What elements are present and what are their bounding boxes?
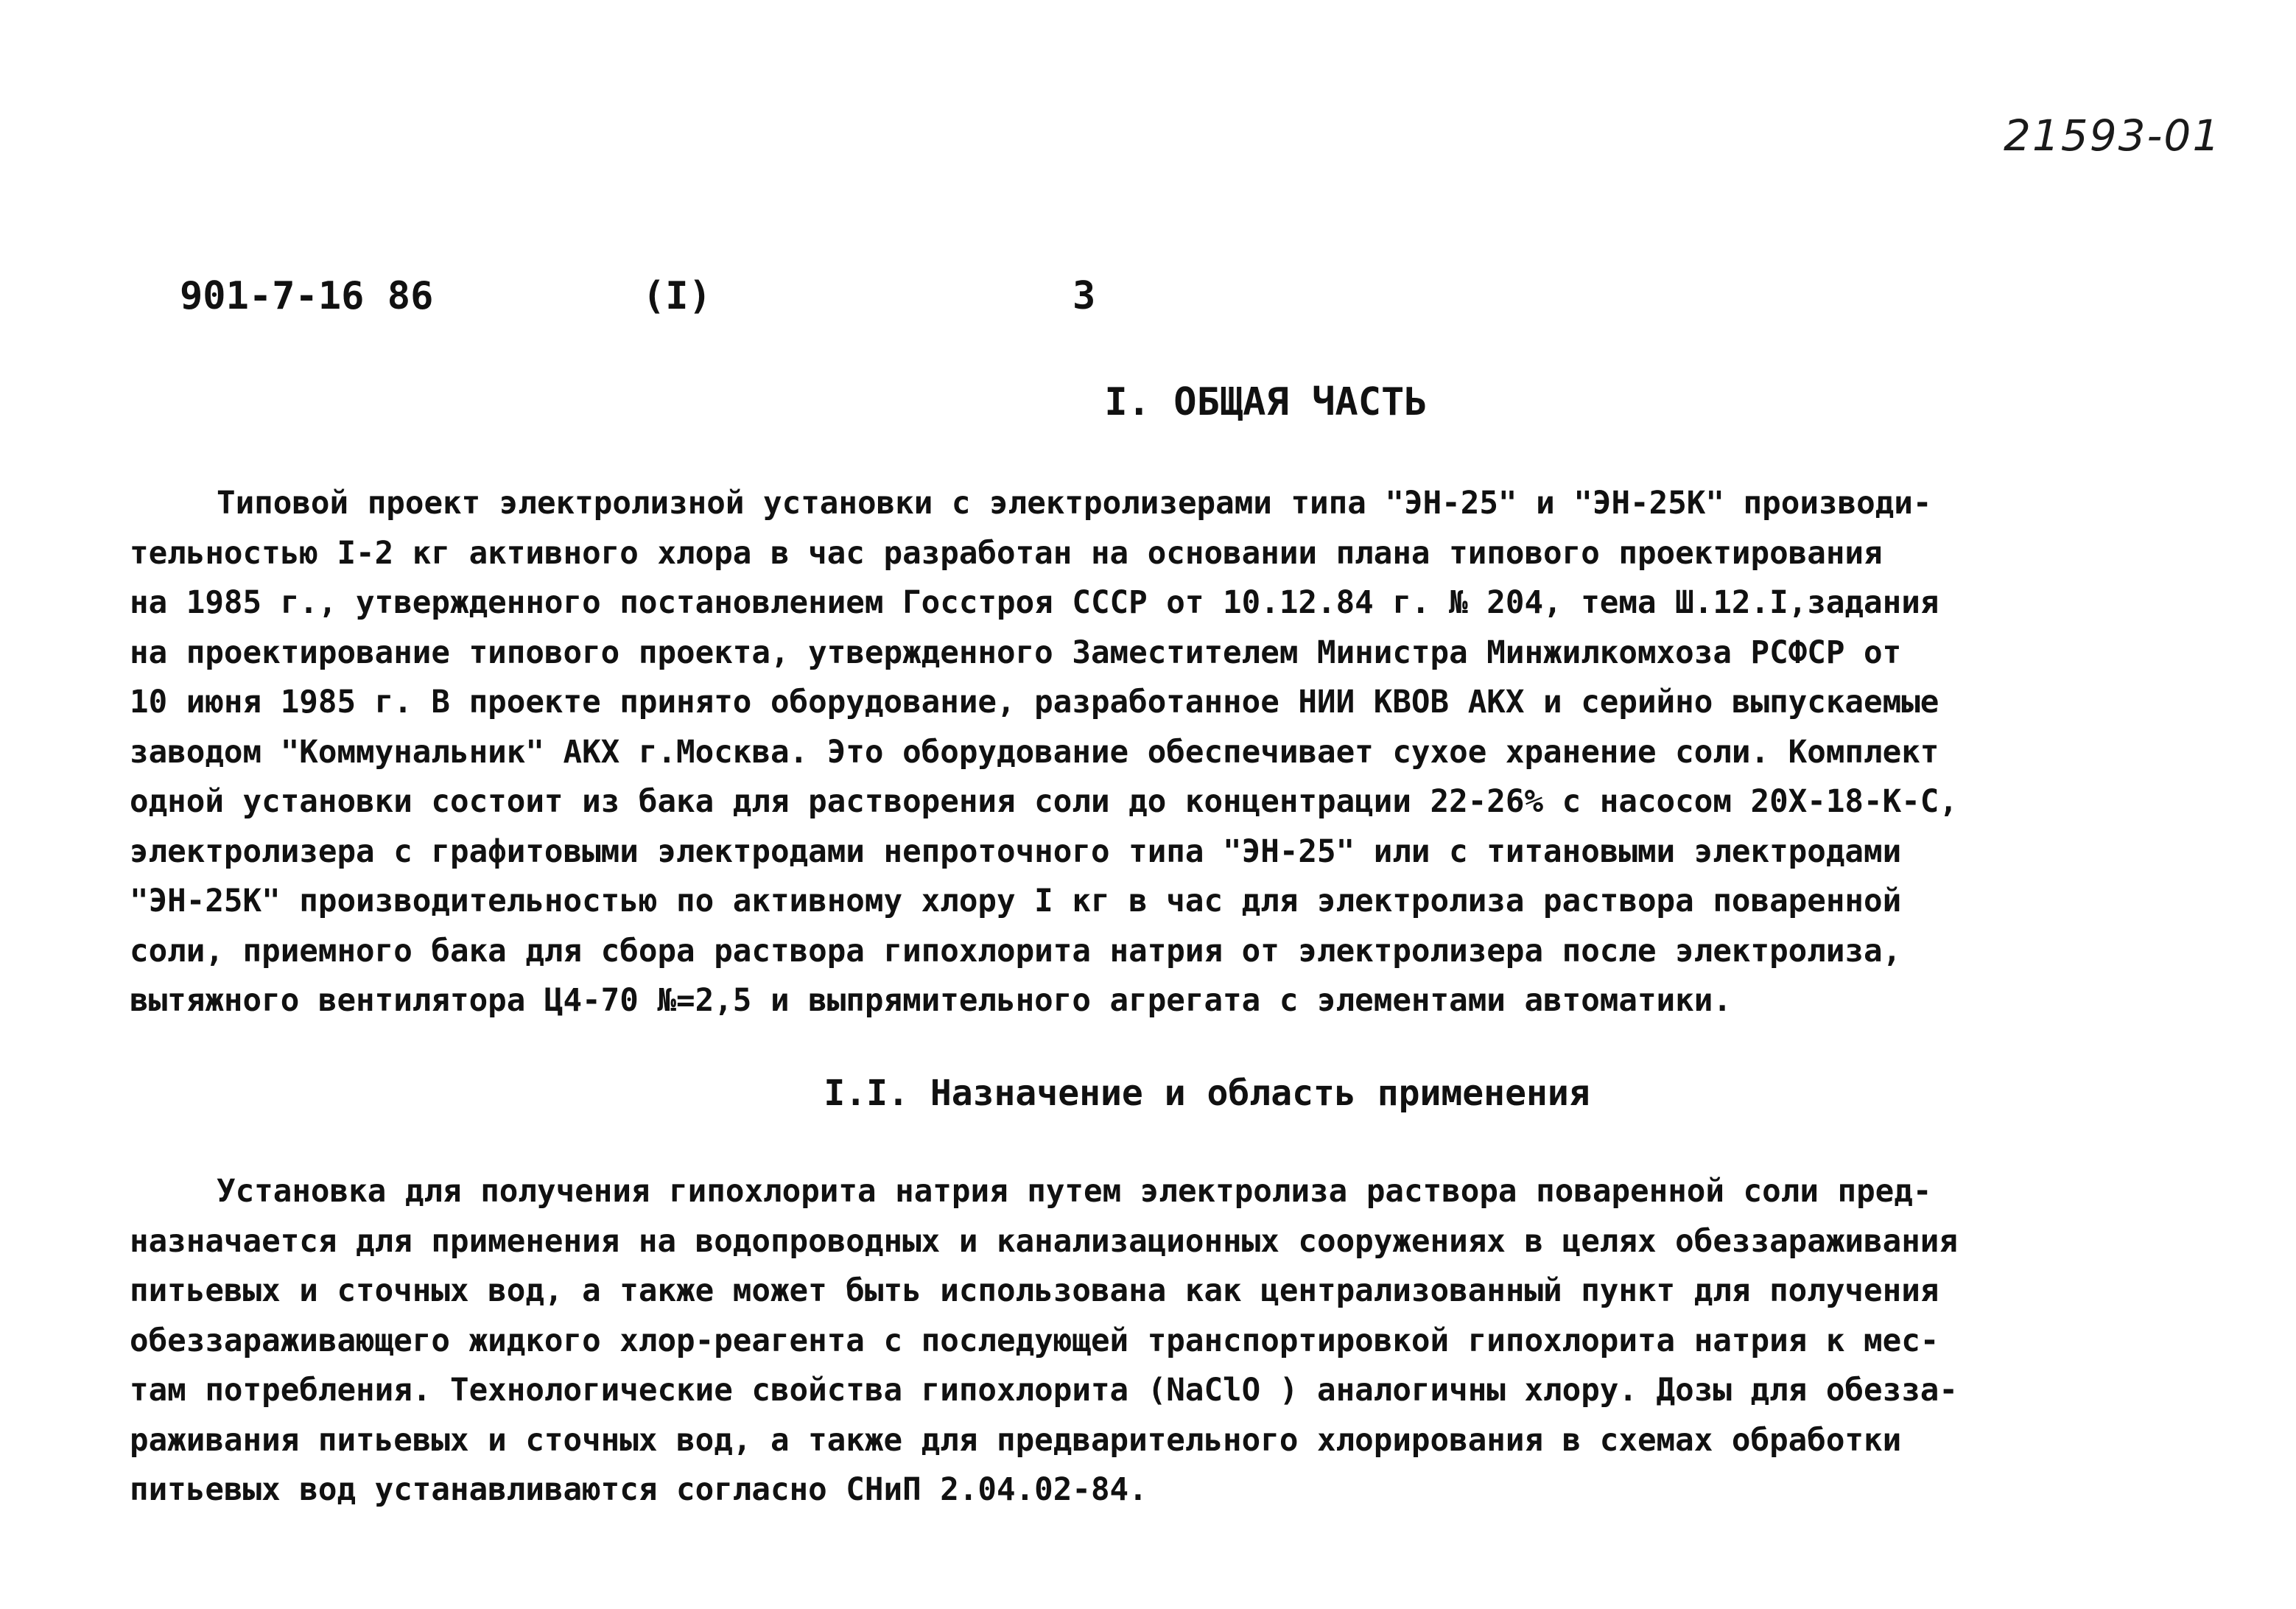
- paragraph-line: на проектирование типового проекта, утвержденного Заместителем Министра Минжилкомхоза РСФСР от: [130, 634, 1902, 671]
- paragraph-line: Установка для получения гипохлорита натрия путем электролиза раствора поваренной соли пред-: [217, 1174, 1932, 1210]
- paragraph-line: на 1985 г., утвержденного постановлением Госстроя СССР от 10.12.84 г. № 204, тема Ш.12.I,задания: [130, 585, 1939, 621]
- paragraph-line: тельностью I-2 кг активного хлора в час разработан на основании плана типового проектирования: [130, 535, 1883, 572]
- subsection-title: I.I. Назначение и область применения: [824, 1073, 1590, 1114]
- paragraph-line: назначается для применения на водопроводных и канализационных сооружениях в целях обеззараживания: [130, 1223, 1958, 1260]
- paragraph-line: соли, приемного бака для сбора раствора гипохлорита натрия от электролизера после электролиза,: [130, 933, 1902, 970]
- paragraph-line: вытяжного вентилятора Ц4-70 №=2,5 и выпрямительного агрегата с элементами автоматики.: [130, 983, 1732, 1019]
- document-code: 901-7-16 86: [180, 274, 434, 318]
- paragraph-line: обеззараживающего жидкого хлор-реагента с последующей транспортировкой гипохлорита натрия к мес-: [130, 1322, 1939, 1359]
- page-number: 3: [1072, 274, 1096, 318]
- paragraph-line: питьевых вод устанавливаются согласно СНиП 2.04.02-84.: [130, 1472, 1148, 1508]
- paragraph-line: Типовой проект электролизной установки с электролизерами типа "ЭН-25" и "ЭН-25К" производи-: [217, 485, 1932, 522]
- paragraph-line: "ЭН-25К" производительностью по активному хлору I кг в час для электролиза раствора поваренной: [130, 883, 1902, 919]
- paragraph-line: 10 июня 1985 г. В проекте принято оборудование, разработанное НИИ КВОВ АКХ и серийно выпускаемые: [130, 684, 1939, 721]
- handwritten-document-number: 21593-01: [2004, 111, 2222, 161]
- section-title: I. ОБЩАЯ ЧАСТЬ: [1104, 380, 1428, 424]
- paragraph-line: питьевых и сточных вод, а также может быть использована как централизованный пункт для получения: [130, 1273, 1939, 1309]
- paragraph-line: электролизера с графитовыми электродами непроточного типа "ЭН-25" или с титановыми электродами: [130, 833, 1902, 870]
- paragraph-line: заводом "Коммунальник" АКХ г.Москва. Это оборудование обеспечивает сухое хранение соли. Комплект: [130, 734, 1939, 771]
- paragraph-line: одной установки состоит из бака для растворения соли до концентрации 22-26% с насосом 20Х-18-К-С,: [130, 784, 1958, 820]
- paragraph-general: [130, 479, 2118, 1026]
- paragraph-purpose: [130, 1167, 2118, 1515]
- document-part: (I): [642, 274, 712, 318]
- paragraph-line: раживания питьевых и сточных вод, а также для предварительного хлорирования в схемах обработки: [130, 1422, 1902, 1459]
- paragraph-line: там потребления. Технологические свойства гипохлорита (NaClO ) аналогичны хлору. Дозы для обезза-: [130, 1373, 1958, 1409]
